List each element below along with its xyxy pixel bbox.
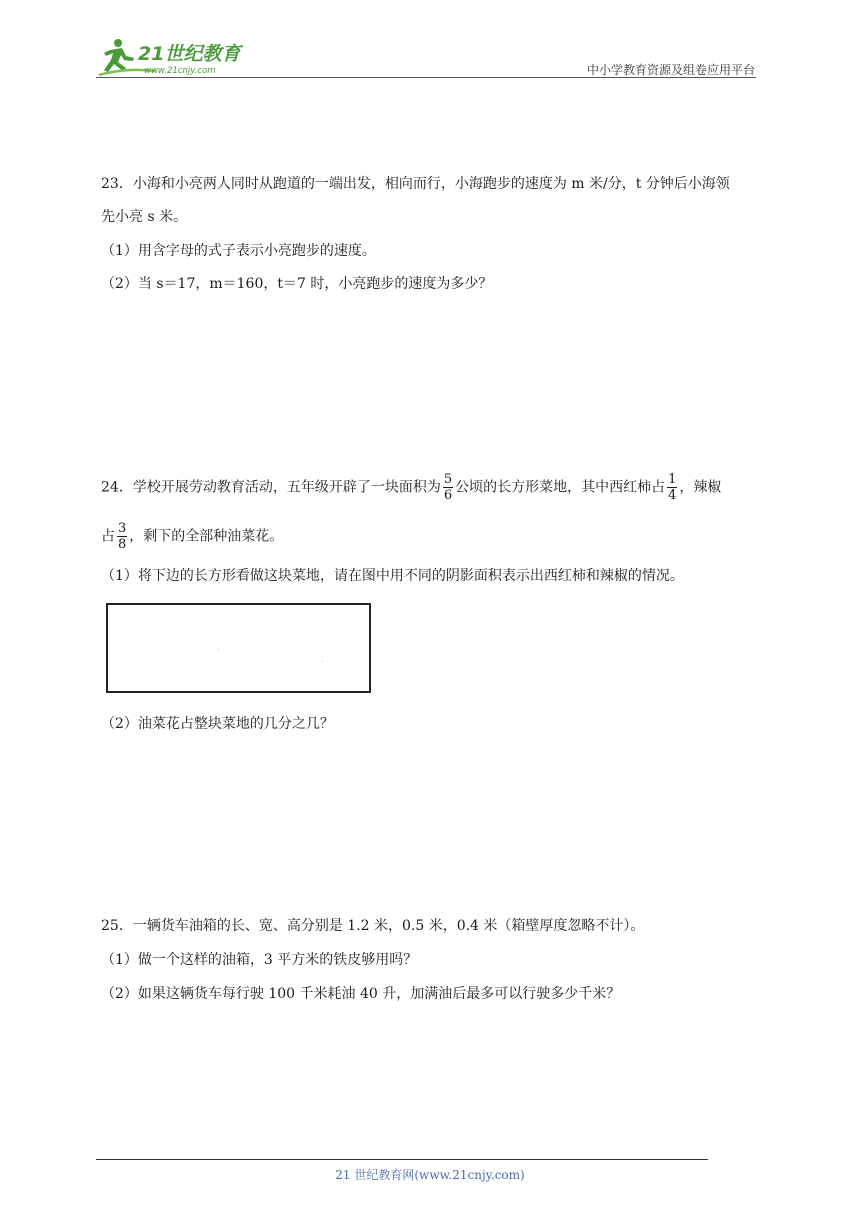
q23-sub1: （1）用含字母的式子表示小亮跑步的速度。 <box>101 243 376 259</box>
q23-text-line2: 先小亮 s 米。 <box>101 209 188 225</box>
header-divider <box>96 77 756 78</box>
q24-text-line1 <box>101 472 721 503</box>
q24-part-a: 24．学校开展劳动教育活动，五年级开辟了一块面积为 <box>101 479 441 496</box>
q24-part-c: ，辣椒 <box>679 479 722 496</box>
q25-sub1: （1）做一个这样的油箱，3 平方米的铁皮够用吗？ <box>101 952 418 968</box>
faint-mark <box>218 649 219 650</box>
q24-part-d: 占 <box>101 528 115 545</box>
fraction-three-eighths: $\frac{3}{8}$ <box>118 521 127 552</box>
q25-sub2: （2）如果这辆货车每行驶 100 千米耗油 40 升，加满油后最多可以行驶多少千米？ <box>101 986 621 1002</box>
vegetable-plot-rectangle[interactable] <box>106 603 371 693</box>
q23-sub2: （2）当 s＝17，m＝160，t＝7 时，小亮跑步的速度为多少？ <box>101 276 493 292</box>
site-logo <box>96 36 266 78</box>
q24-sub2: （2）油菜花占整块菜地的几分之几？ <box>101 716 334 732</box>
fraction-five-sixths: $\frac{5}{6}$ <box>443 472 453 503</box>
q24-part-b: 公顷的长方形菜地，其中西红柿占 <box>455 479 666 496</box>
q24-part-e: ，剩下的全部种油菜花。 <box>129 528 284 545</box>
q25-text-line1: 25．一辆货车油箱的长、宽、高分别是 1.2 米，0.5 米，0.4 米（箱壁厚度忽略不计）。 <box>101 918 645 934</box>
svg-text:21世纪教育: 21世纪教育 <box>138 43 241 65</box>
footer-divider <box>96 1159 708 1160</box>
fraction-one-quarter: $\frac{1}{4}$ <box>668 472 677 503</box>
platform-name: 中小学教育资源及组卷应用平台 <box>586 63 755 77</box>
q24-sub1: （1）将下边的长方形看做这块菜地，请在图中用不同的阴影面积表示出西红柿和辣椒的情况。 <box>101 568 684 584</box>
faint-mark <box>322 661 323 662</box>
footer-link[interactable]: 21 世纪教育网(www.21cnjy.com) <box>335 1168 525 1182</box>
svg-text:www.21cnjy.com: www.21cnjy.com <box>144 66 216 76</box>
q24-text-line2 <box>101 521 283 552</box>
q23-text-line1: 23．小海和小亮两人同时从跑道的一端出发，相向而行，小海跑步的速度为 m 米/分，t 分钟后小海领 <box>101 176 730 192</box>
